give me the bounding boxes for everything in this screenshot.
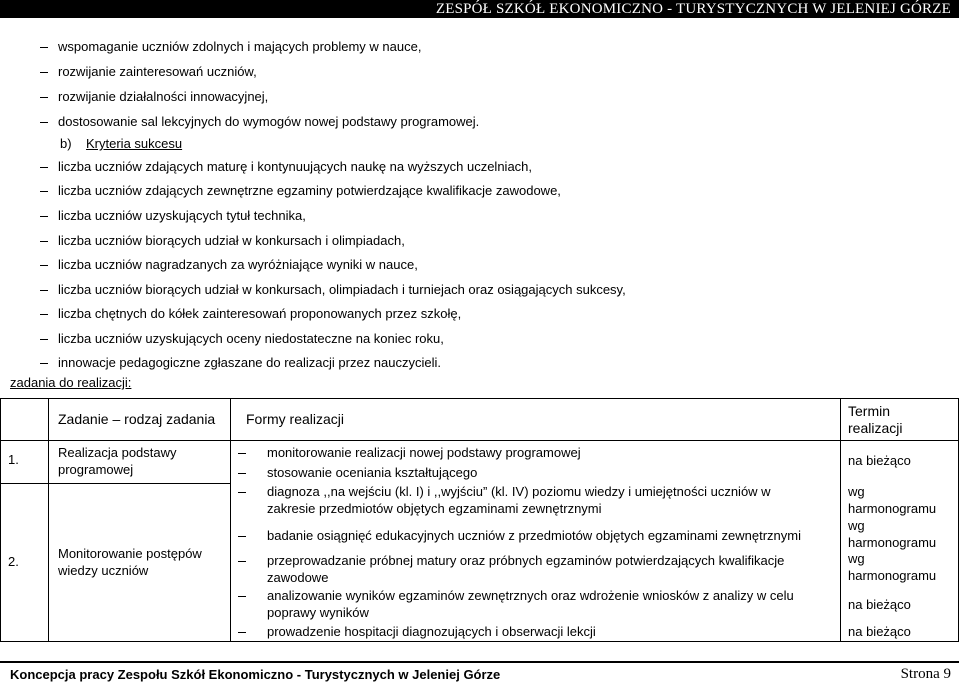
header-term: Termin realizacji (848, 403, 903, 436)
term-value: wg harmonogramu (848, 484, 937, 516)
row-number: 2. (8, 554, 19, 569)
term-value: wg harmonogramu (848, 551, 937, 583)
term-value: na bieżąco (848, 453, 911, 468)
page-number: Strona 9 (900, 666, 951, 682)
footer-text: Koncepcja pracy Zespołu Szkół Ekonomiczno - Turystycznych w Jeleniej Górze (10, 667, 501, 682)
header-task: Zadanie – rodzaj zadania (58, 411, 216, 427)
footer-divider (0, 661, 959, 663)
tasks-table: Zadanie – rodzaj zadania Formy realizacji Termin realizacji 1. Realizacja podstawy programowej monitorowanie realizacji nowej podstawy programowej stosowanie oceniania kształtującego na bieżąco 2. Monitorowanie postępów wiedzy uczniów diagnoza ,,na wejściu (kl. I) i ,,wyjściu” (kl. IV) poziomu wiedzy i umiejętności uczniów w zakresie przedmiotów objętych egzaminami zewnętrznymi badanie osiągnięć edukacyjnych uczniów z przedmiotów objętych egzaminami zewnętrznymi przeprowadzanie próbnej matury oraz próbnych egzaminów potwierdzających kwalifikacje zawodowe analizowanie wyników egzaminów zewnętrznych oraz wdrożenie wniosków z analizy w celu poprawy wyników prowadzenie hospitacji diagnozujących i obserwacji lekcji wg harmonogramu wg harmonogramu wg harmonogramu na bieżąco na bieżąco (0, 0, 959, 645)
row-number: 1. (8, 452, 19, 467)
criteria-heading: b) Kryteria sukcesu (60, 136, 183, 151)
task-name: Realizacja podstawy programowej (58, 445, 177, 477)
term-value: na bieżąco (848, 597, 911, 612)
term-value: na bieżąco (848, 624, 911, 639)
header-title: ZESPÓŁ SZKÓŁ EKONOMICZNO - TURYSTYCZNYCH W JELENIEJ GÓRZE (435, 1, 951, 17)
term-value: wg harmonogramu (848, 518, 937, 550)
header-forms: Formy realizacji (246, 411, 345, 427)
tasks-label: zadania do realizacji: (10, 375, 132, 390)
task-name: Monitorowanie postępów wiedzy uczniów (58, 546, 202, 578)
